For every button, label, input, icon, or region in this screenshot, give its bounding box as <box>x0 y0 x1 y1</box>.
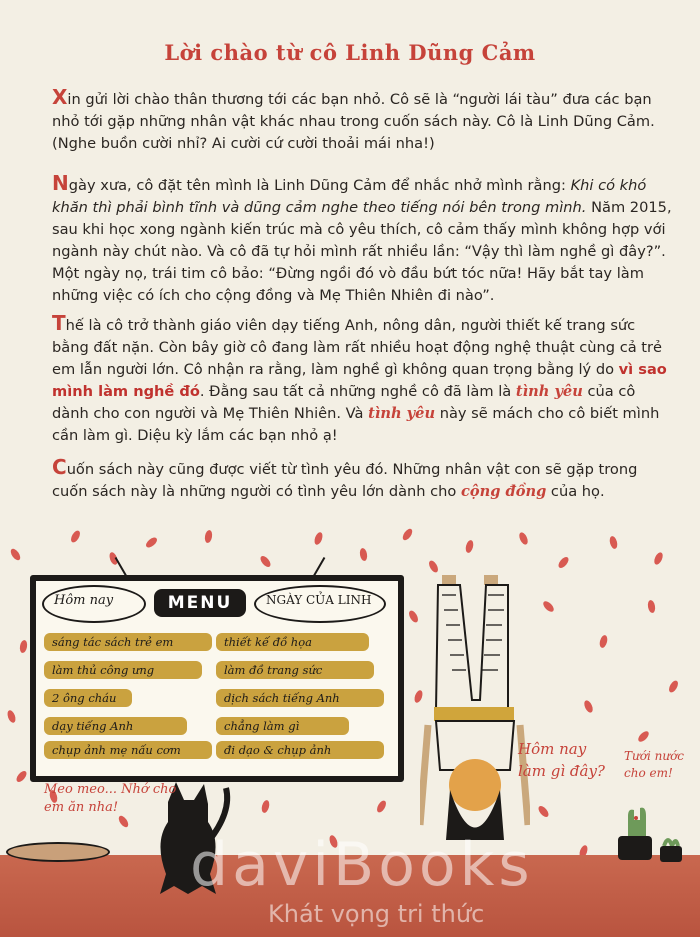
paragraph-text: hế là cô trở thành giáo viên dạy tiếng Anh, nông dân, người thiết kế trang sức bằng đất nặn. Còn bây giờ cô đang làm rất nhiều hoạt động nghệ thuật cùng cả trẻ em lẫn người lớn. Cô nhận ra rằng, làm nghề gì không quan trọng bằng lý do <box>52 317 663 378</box>
cat-note: Meo meo... Nhớ cho em ăn nha! <box>44 782 177 815</box>
drop-cap: N <box>52 171 69 195</box>
board-left-item: 2 ông cháu <box>44 689 132 707</box>
potted-plant-icon <box>612 806 692 870</box>
menu-badge: MENU <box>154 589 246 617</box>
highlight-love: tình yêu <box>368 405 436 422</box>
board-left-item: sáng tác sách trẻ em <box>44 633 212 651</box>
closing-paragraph <box>52 456 672 503</box>
paragraph-text: của họ. <box>546 483 605 500</box>
name-story-paragraph <box>52 172 672 307</box>
drop-cap: T <box>52 311 66 335</box>
career-paragraph <box>52 312 672 447</box>
drop-cap: X <box>52 85 68 109</box>
drop-cap: C <box>52 455 67 479</box>
board-left-item: chụp ảnh mẹ nấu cơm <box>44 741 212 759</box>
board-right-item: dịch sách tiếng Anh <box>216 689 384 707</box>
highlight-love: tình yêu <box>515 383 583 400</box>
paragraph-text: của cô dành cho con người và Mẹ Thiên Nhiên. Và <box>52 383 636 422</box>
paragraph-text: uốn sách này cũng được viết từ tình yêu đó. Những nhân vật con sẽ gặp trong cuốn sách này là những người có tình yêu lớn dành cho <box>52 461 638 500</box>
intro-paragraph <box>52 86 672 155</box>
paragraph-text: này sẽ mách cho cô biết mình cần làm gì. Diệu kỳ lắm các bạn nhỏ ạ! <box>52 405 660 444</box>
highlight-community: cộng đồng <box>461 483 547 500</box>
cat-bowl-icon <box>6 842 110 862</box>
board-right-item: làm đồ trang sức <box>216 661 374 679</box>
board-left-item: dạy tiếng Anh <box>44 717 187 735</box>
watermark-slogan: Khát vọng tri thức <box>268 900 485 928</box>
board-right-item: thiết kế đồ họa <box>216 633 369 651</box>
paragraph-text: . Đằng sau tất cả những nghề cô đã làm là <box>199 383 516 400</box>
plant-note: Tưới nước cho em! <box>624 749 685 780</box>
page-title: Lời chào từ cô Linh Dũng Cảm <box>164 40 536 65</box>
menu-board <box>30 575 404 782</box>
board-left-header: Hôm nay <box>54 593 114 608</box>
handstand-girl-illustration <box>420 565 530 855</box>
highlight-reason: vì sao mình làm nghề đó <box>52 361 667 400</box>
paragraph-text: gày xưa, cô đặt tên mình là Linh Dũng Cảm để nhắc nhở mình rằng: <box>68 177 571 194</box>
board-right-item: chẳng làm gì <box>216 717 349 735</box>
paragraph-text: in gửi lời chào thân thương tới các bạn nhỏ. Cô sẽ là “người lái tàu” đưa các bạn nhỏ tới gặp những nhân vật khác nhau trong cuốn sách này. Cô là Linh Dũng Cảm. (Nghe buồn cười nhỉ? Ai cười cứ cười thoải mái nha!) <box>52 91 655 152</box>
paragraph-text: Năm 2015, sau khi học xong ngành kiến trúc mà cô yêu thích, cô cảm thấy mình không hợp với ngành này chút nào. Và cô đã tự hỏi mình rất nhiều lần: “Vậy thì làm nghề gì đây?”. Một ngày nọ, trái tim cô bảo: “Đừng ngồi đó vò đầu bứt tóc nữa! Hãy bắt tay làm những việc có ích cho cộng đồng và Mẹ Thiên Nhiên đi nào”. <box>52 199 672 304</box>
board-right-item: đi dạo & chụp ảnh <box>216 741 384 759</box>
watermark-brand: daviBooks <box>190 830 534 900</box>
question-note: Hôm nay làm gì đây? <box>518 740 605 780</box>
motto-text: Khi có khó khăn thì phải bình tĩnh và dũng cảm nghe theo tiếng nói bên trong mình. <box>52 177 647 216</box>
board-left-item: làm thủ công ưng <box>44 661 202 679</box>
board-right-header: NGÀY CỦA LINH <box>266 593 372 607</box>
